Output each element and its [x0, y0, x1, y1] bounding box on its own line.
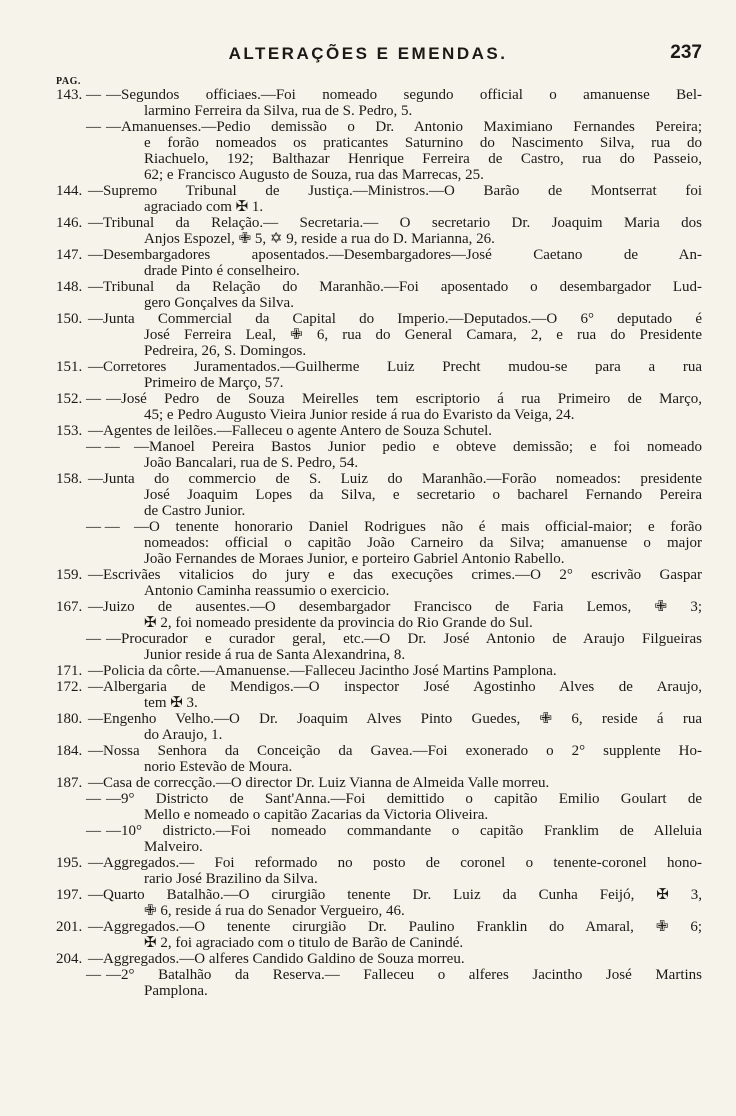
entry-text-line: —Tribunal da Relação do Maranhão.—Foi aposentado o desembargador Lud- — [88, 279, 702, 295]
entry-page-ref: 195. — [56, 855, 83, 871]
entry-text-line: norio Estevão de Moura. — [144, 759, 293, 775]
entry-text-line: agraciado com ✠ 1. — [144, 199, 264, 215]
entry-text-line: —Policia da côrte.—Amanuense.—Falleceu Jacintho José Martins Pamplona. — [88, 663, 557, 679]
entry — [0, 823, 736, 855]
entry-text-line: Junior reside á rua de Santa Alexandrina, 8. — [144, 647, 406, 663]
entry — [0, 743, 736, 775]
entry-ditto-dash: — — [86, 967, 101, 983]
entry — [0, 423, 736, 439]
entry — [0, 119, 736, 183]
entry-text-line: 45; e Pedro Augusto Vieira Junior reside á rua do Evaristo da Veiga, 24. — [144, 407, 575, 423]
entry-text-line: —Aggregados.—O tenente cirurgião Dr. Paulino Franklin do Amaral, ✙ 6; — [88, 919, 702, 935]
entry-text-line: drade Pinto é conselheiro. — [144, 263, 300, 279]
entry-text-line: —José Pedro de Souza Meirelles tem escriptorio á rua Primeiro de Março, — [106, 391, 702, 407]
entry-ditto-dash: — — [86, 119, 101, 135]
entry-text-line: —Agentes de leilões.—Falleceu o agente Antero de Souza Schutel. — [88, 423, 493, 439]
entry-page-ref: 187. — [56, 775, 83, 791]
entry-text-line: ✠ 2, foi agraciado com o titulo de Barão de Canindé. — [144, 935, 464, 951]
entry-ditto-dash: — — — [86, 519, 120, 535]
entry-page-ref: 184. — [56, 743, 83, 759]
page-number: 237 — [670, 42, 702, 63]
entry-text-line: —Junta Commercial da Capital do Imperio.—Deputados.—O 6° deputado é — [88, 311, 702, 327]
entry-page-ref: 147. — [56, 247, 83, 263]
entry-ditto-dash: — — [86, 823, 101, 839]
entry — [0, 215, 736, 247]
entry-text-line: do Araujo, 1. — [144, 727, 223, 743]
entry-text-line: nomeados: official o capitão João Carneiro da Silva; amanuense o major — [144, 535, 702, 551]
entry-text-line: Riachuelo, 192; Balthazar Henrique Ferreira de Castro, rua do Passeio, — [144, 151, 702, 167]
entry-text-line: —O tenente honorario Daniel Rodrigues não é mais official-maior; e forão — [134, 519, 702, 535]
entry-text-line: João Fernandes de Moraes Junior, e porteiro Gabriel Antonio Rabello. — [144, 551, 565, 567]
entry-text-line: Pamplona. — [144, 983, 208, 999]
entry-page-ref: 201. — [56, 919, 83, 935]
entry-text-line: —Escrivães vitalicios do jury e das execuções crimes.—O 2° escrivão Gaspar — [88, 567, 702, 583]
entry — [0, 599, 736, 631]
entry-text-line: José Joaquim Lopes da Silva, e secretario o bacharel Fernando Pereira — [144, 487, 702, 503]
pag-column-label: PAG. — [56, 76, 81, 87]
entry — [0, 679, 736, 711]
entry-page-ref: 180. — [56, 711, 83, 727]
entry-text-line: Antonio Caminha reassumio o exercicio. — [144, 583, 390, 599]
entry-page-ref: 153. — [56, 423, 83, 439]
entry-text-line: Anjos Espozel, ✙ 5, ✡ 9, reside a rua do D. Marianna, 26. — [144, 231, 495, 247]
entry — [0, 631, 736, 663]
entry-text-line: 62; e Francisco Augusto de Souza, rua das Marrecas, 25. — [144, 167, 484, 183]
entry-text-line: José Ferreira Leal, ✙ 6, rua do General Camara, 2, e rua do Presidente — [144, 327, 702, 343]
entry-text-line: —Nossa Senhora da Conceição da Gavea.—Foi exonerado o 2° supplente Ho- — [88, 743, 702, 759]
entry — [0, 887, 736, 919]
entry-text-line: —9° Districto de Sant'Anna.—Foi demittido o capitão Emilio Goulart de — [106, 791, 702, 807]
entry — [0, 791, 736, 823]
entry-page-ref: 171. — [56, 663, 83, 679]
entry-page-ref: 144. — [56, 183, 83, 199]
page-title: ALTERAÇÕES E EMENDAS. — [228, 44, 508, 63]
entry-text-line: —Aggregados.— Foi reformado no posto de coronel o tenente-coronel hono- — [88, 855, 702, 871]
entry-page-ref: 152. — [56, 391, 83, 407]
entry — [0, 279, 736, 311]
entry — [0, 87, 736, 119]
entry-text-line: —Segundos officiaes.—Foi nomeado segundo official o amanuense Bel- — [106, 87, 702, 103]
entry-page-ref: 197. — [56, 887, 83, 903]
entry-text-line: Mello e nomeado o capitão Zacarias da Victoria Oliveira. — [144, 807, 489, 823]
entry-page-ref: 151. — [56, 359, 83, 375]
entry — [0, 247, 736, 279]
entry-text-line: —Amanuenses.—Pedio demissão o Dr. Antonio Maximiano Fernandes Pereira; — [106, 119, 702, 135]
entry-text-line: —Tribunal da Relação.— Secretaria.— O secretario Dr. Joaquim Maria dos — [88, 215, 702, 231]
entry-text-line: ✠ 2, foi nomeado presidente da provincia do Rio Grande do Sul. — [144, 615, 533, 631]
entry-text-line: —Quarto Batalhão.—O cirurgião tenente Dr. Luiz da Cunha Feijó, ✠ 3, — [88, 887, 702, 903]
entry-page-ref: 146. — [56, 215, 83, 231]
entry-page-ref: 150. — [56, 311, 83, 327]
entry-text-line: —Casa de correcção.—O director Dr. Luiz Vianna de Almeida Valle morreu. — [88, 775, 550, 791]
entry-text-line: —Supremo Tribunal de Justiça.—Ministros.—O Barão de Montserrat foi — [88, 183, 702, 199]
entry — [0, 391, 736, 423]
entry-ditto-dash: — — — [86, 439, 120, 455]
entry — [0, 567, 736, 599]
entry — [0, 359, 736, 391]
entry-text-line: larmino Ferreira da Silva, rua de S. Pedro, 5. — [144, 103, 413, 119]
entry-text-line: João Bancalari, rua de S. Pedro, 54. — [144, 455, 359, 471]
entry-text-line: de Castro Junior. — [144, 503, 246, 519]
entry-page-ref: 148. — [56, 279, 83, 295]
entry — [0, 471, 736, 519]
entry — [0, 311, 736, 359]
entry-text-line: ✙ 6, reside á rua do Senador Vergueiro, 46. — [144, 903, 405, 919]
entry-text-line: —2° Batalhão da Reserva.— Falleceu o alferes Jacintho José Martins — [106, 967, 702, 983]
entry-page-ref: 172. — [56, 679, 83, 695]
entry-text-line: —Albergaria de Mendigos.—O inspector José Agostinho Alves de Araujo, — [88, 679, 702, 695]
entry-text-line: —Junta do commercio de S. Luiz do Maranhão.—Forão nomeados: presidente — [88, 471, 702, 487]
entry-ditto-dash: — — [86, 391, 101, 407]
entry — [0, 519, 736, 567]
entry-ditto-dash: — — [86, 791, 101, 807]
entry-ditto-dash: — — [86, 631, 101, 647]
entry-text-line: tem ✠ 3. — [144, 695, 198, 711]
entry — [0, 711, 736, 743]
entry-page-ref: 167. — [56, 599, 83, 615]
entry-text-line: Pedreira, 26, S. Domingos. — [144, 343, 307, 359]
entry-page-ref: 159. — [56, 567, 83, 583]
entry — [0, 663, 736, 679]
entry — [0, 775, 736, 791]
entry-text-line: —10° districto.—Foi nomeado commandante o capitão Franklim de Alleluia — [106, 823, 702, 839]
entry-text-line: e forão nomeados os praticantes Saturnino do Nascimento Silva, rua do — [144, 135, 702, 151]
entry — [0, 183, 736, 215]
entry-page-ref: 143. — [56, 87, 83, 103]
entry-ditto-dash: — — [86, 87, 101, 103]
entry-text-line: —Corretores Juramentados.—Guilherme Luiz Precht mudou-se para a rua — [88, 359, 702, 375]
entry — [0, 855, 736, 887]
entry-text-line: Primeiro de Março, 57. — [144, 375, 284, 391]
entries-list — [0, 87, 736, 999]
entry — [0, 951, 736, 967]
entry-text-line: —Desembargadores aposentados.—Desembargadores—José Caetano de An- — [88, 247, 702, 263]
entry-text-line: —Juizo de ausentes.—O desembargador Francisco de Faria Lemos, ✙ 3; — [88, 599, 702, 615]
entry-text-line: —Engenho Velho.—O Dr. Joaquim Alves Pinto Guedes, ✙ 6, reside á rua — [88, 711, 702, 727]
entry-text-line: —Procurador e curador geral, etc.—O Dr. José Antonio de Araujo Filgueiras — [106, 631, 702, 647]
entry — [0, 967, 736, 999]
entry-text-line: —Aggregados.—O alferes Candido Galdino de Souza morreu. — [88, 951, 465, 967]
entry — [0, 439, 736, 471]
entry-page-ref: 204. — [56, 951, 83, 967]
entry-text-line: rario José Brazilino da Silva. — [144, 871, 318, 887]
entry-text-line: gero Gonçalves da Silva. — [144, 295, 294, 311]
entry-text-line: —Manoel Pereira Bastos Junior pedio e obteve demissão; e foi nomeado — [134, 439, 702, 455]
entry — [0, 919, 736, 951]
entry-page-ref: 158. — [56, 471, 83, 487]
page-header — [0, 44, 736, 70]
entry-text-line: Malveiro. — [144, 839, 203, 855]
